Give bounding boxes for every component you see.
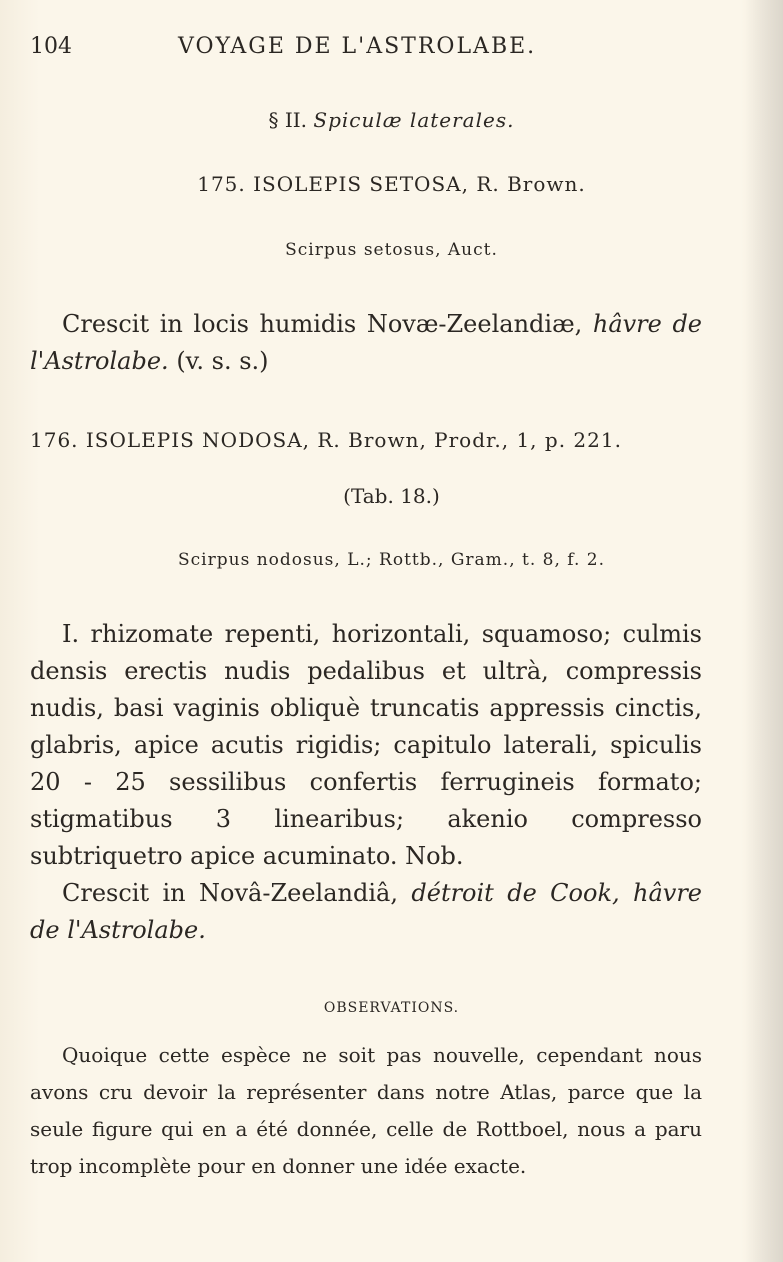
species-176-synonym: Scirpus nodosus, L.; Rottb., Gram., t. 8, f. 2. [178,550,605,570]
species-176-body [30,616,702,949]
species-176-habitat [30,875,702,949]
observations-text: Quoique cette espèce ne soit pas nouvelle, cependant nous avons cru devoir la représenter dans notre Atlas, parce que la seule figure qui en a été donnée, celle de Rottboel, nous a paru trop incomplète pour en donner une idée exacte. [30,1043,702,1178]
running-title: VOYAGE DE L'ASTROLABE. [178,34,537,59]
species-176-habitat-place: détroit de Cook, hâvre de l'Astrolabe. [30,879,703,944]
section-title: Spiculæ laterales. [313,108,515,132]
page-number: 104 [30,34,72,59]
section-mark: § II. [268,108,308,132]
species-175-synonym: Scirpus setosus, Auct. [285,240,498,260]
section-heading [0,108,783,132]
species-175-habitat-place: hâvre de l'Astrolabe. [30,310,703,375]
species-176-heading: 176. ISOLEPIS NODOSA, R. Brown, Prodr., 1, p. 221. [30,428,622,452]
observations-title: OBSERVATIONS. [323,1000,460,1016]
species-175-heading: 175. ISOLEPIS SETOSA, R. Brown. [197,172,586,196]
species-176-plate: (Tab. 18.) [343,484,440,508]
species-176-description: I. rhizomate repenti, horizontali, squamoso; culmis densis erectis nudis pedalibus et ultrà, compressis nudis, basi vaginis obliquè truncatis appressis cinctis, glabris, apice acutis rigidis; capitulo laterali, spiculis 20 - 25 sessilibus confertis ferrugineis formato; stigmatibus 3 linearibus; akenio compresso subtriquetro apice acuminato. Nob. [30,620,702,870]
page-header [30,34,730,74]
species-175-habitat [30,306,702,380]
species-175-habitat-text: Crescit in locis humidis Novæ-Zeelandiæ, [62,310,583,338]
species-176-habitat-text: Crescit in Novâ-Zeelandiâ, [62,879,398,907]
species-175-habitat-note: (v. s. s.) [176,347,269,375]
